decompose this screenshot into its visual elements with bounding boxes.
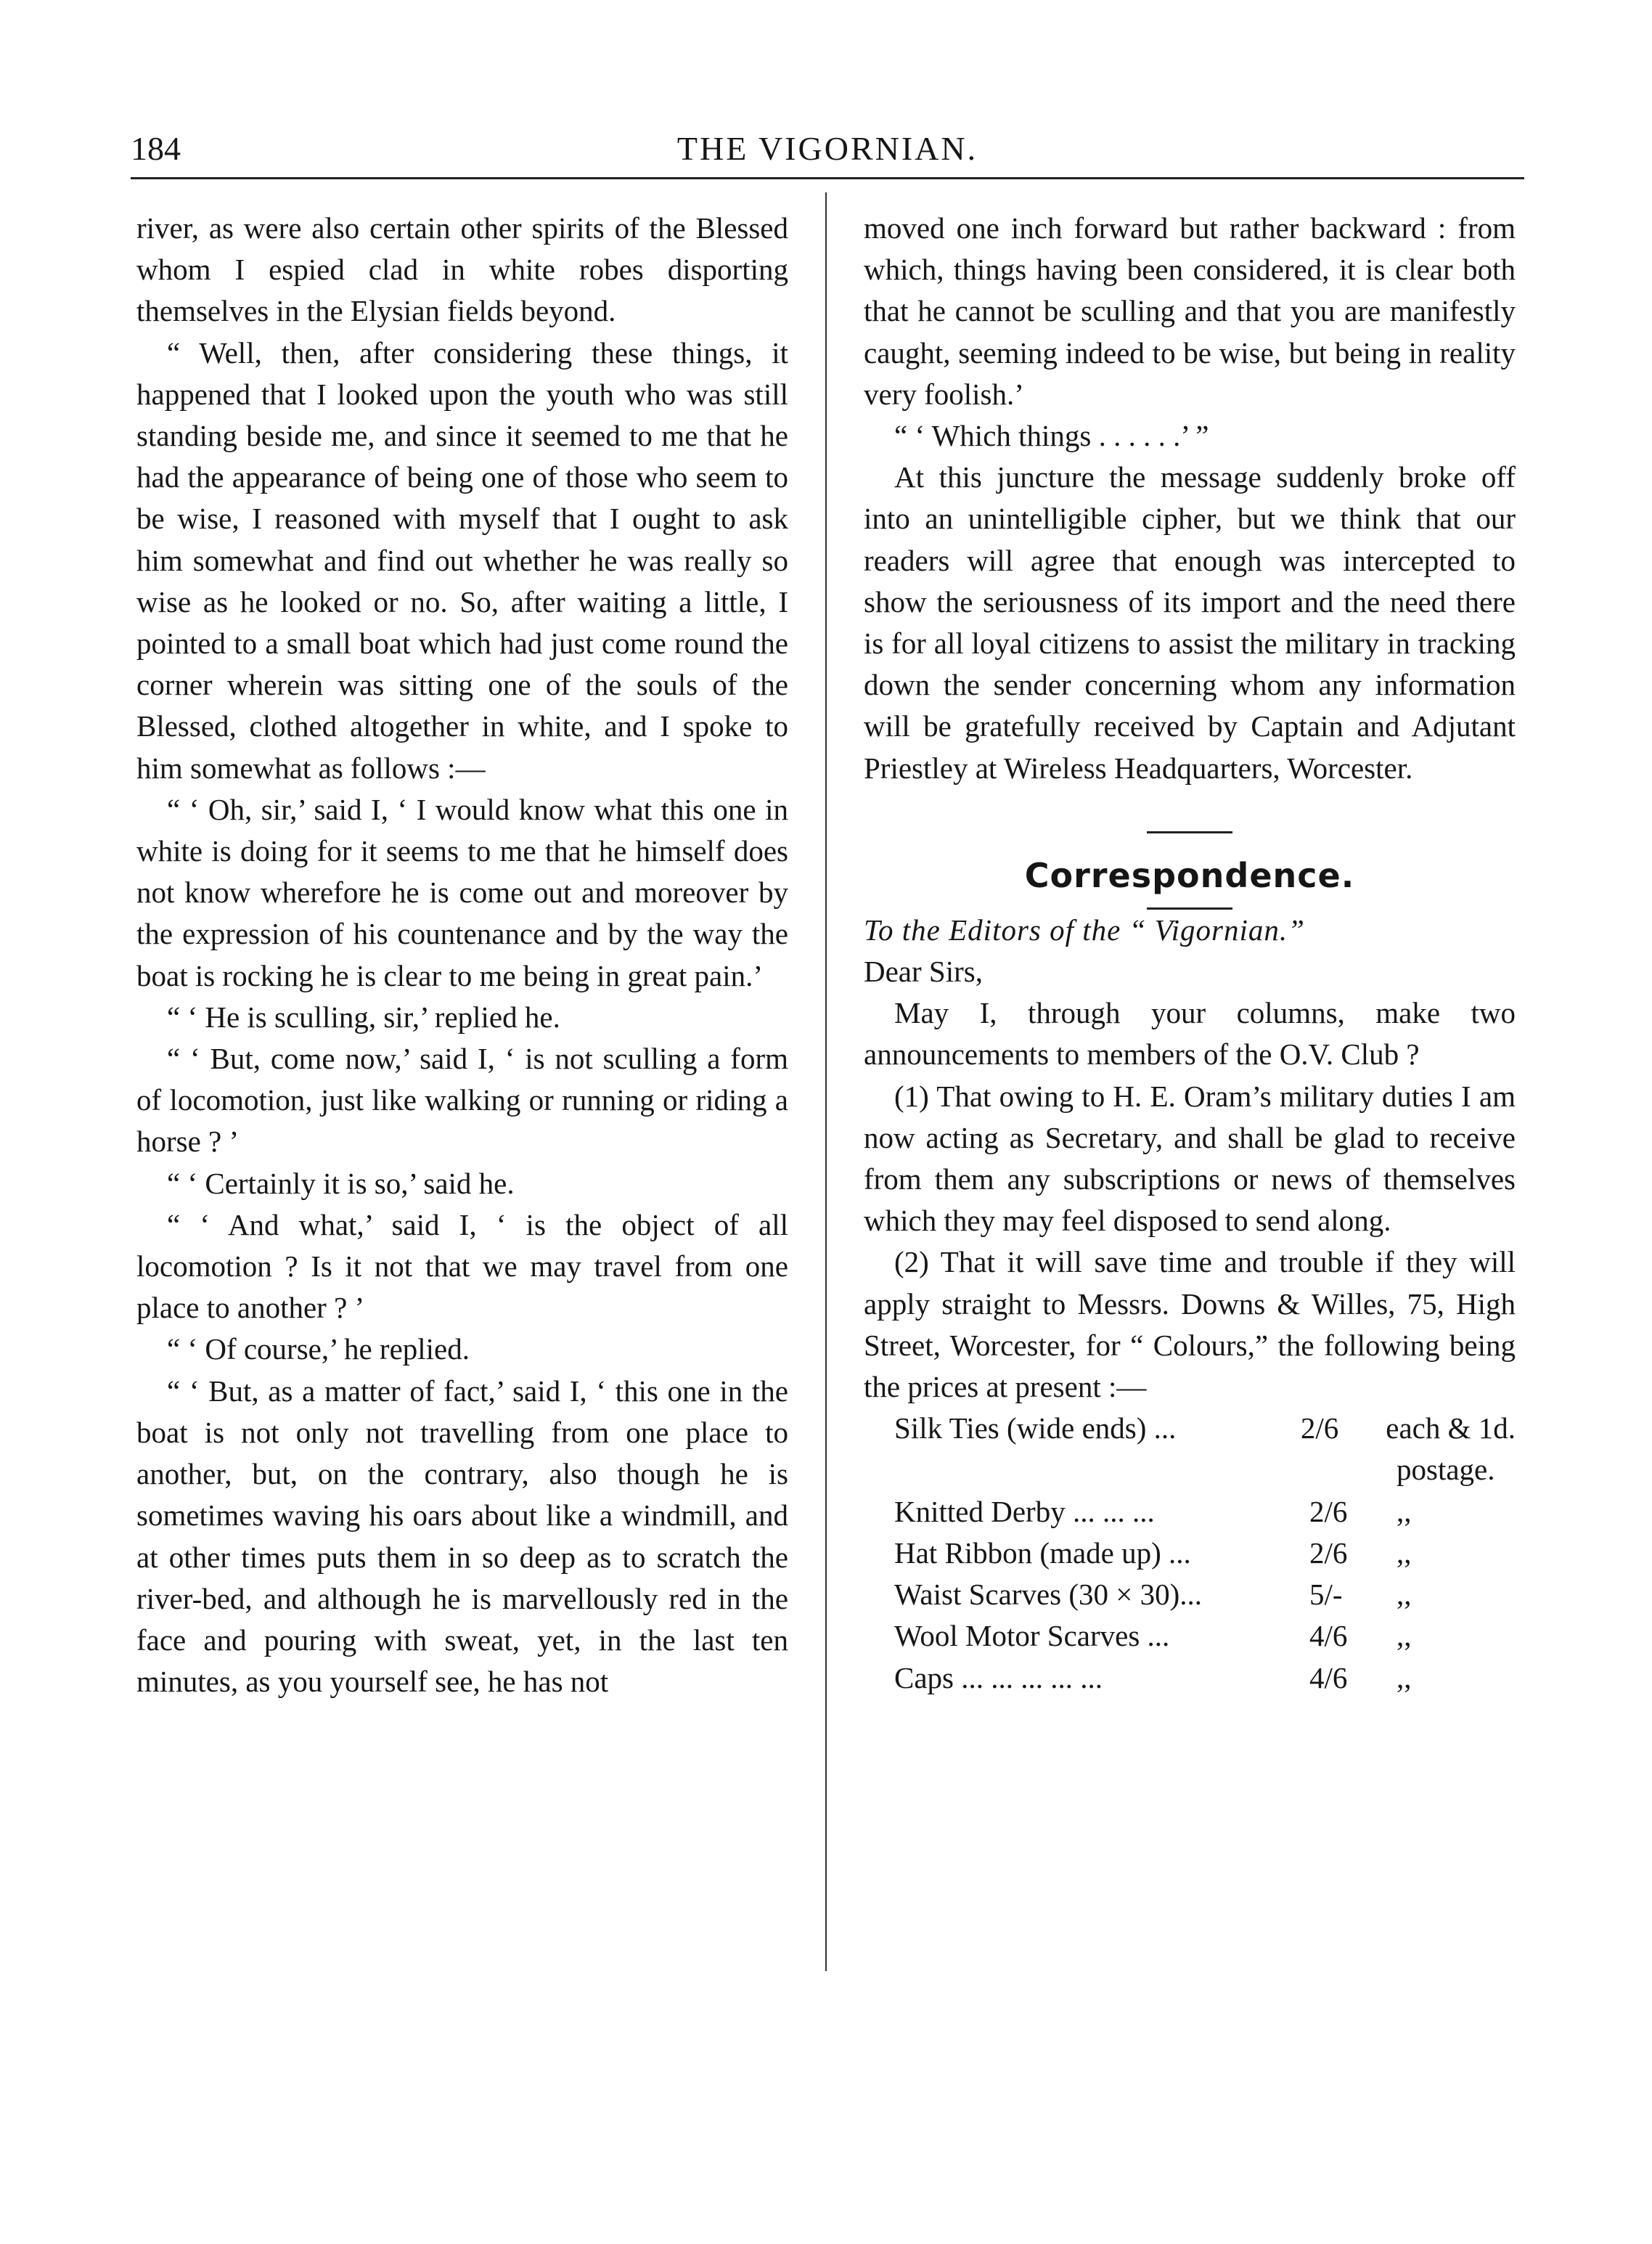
paragraph: moved one inch forward but rather backward : from which, things having been considered, it is clear both that he cannot be sculling and that you are manifestly caught, seeming indeed to be wise, but being in reality very foolish.’ bbox=[864, 211, 1516, 411]
price-item: Silk Ties (wide ends) ... bbox=[894, 1411, 1177, 1445]
letter-paragraph: (1) That owing to H. E. Oram’s military duties I am now acting as Secretary, and shall be glad to receive from them any subscriptions or news of themselves which they may feel disposed to send along. bbox=[864, 1079, 1516, 1238]
paragraph: “ ‘ Oh, sir,’ said I, ‘ I would know what this one in white is doing for it seems to me that he himself does not know wherefore he is come out and moreover by the expression of his countenance and by the way the boat is rocking he is clear to me being in great pain.’ bbox=[136, 792, 788, 992]
correspondence-heading: Correspondence. bbox=[1024, 855, 1355, 895]
price-item: Waist Scarves (30 × 30)... bbox=[894, 1578, 1203, 1612]
price-item: Knitted Derby ... ... ... bbox=[894, 1494, 1155, 1528]
price-item: Wool Motor Scarves ... bbox=[894, 1619, 1170, 1653]
paragraph: “ ‘ Of course,’ he replied. bbox=[167, 1332, 470, 1366]
price-note: postage. bbox=[1397, 1453, 1495, 1487]
price-value: 2/6 bbox=[1309, 1535, 1348, 1570]
price-row bbox=[894, 1533, 1516, 1574]
price-value: 2/6 bbox=[1300, 1411, 1339, 1445]
paragraph: “ ‘ And what,’ said I, ‘ is the object of all locomotion ? Is it not that we may travel from one place to another ? ’ bbox=[136, 1207, 788, 1325]
paragraph: “ ‘ Certainly it is so,’ said he. bbox=[167, 1166, 515, 1200]
price-note: ,, bbox=[1397, 1619, 1412, 1653]
price-row bbox=[894, 1615, 1516, 1657]
letter-paragraph: (2) That it will save time and trouble if they will apply straight to Messrs. Downs & Willes, 75, High Street, Worcester, for “ Colours,” the following being the prices at present :— bbox=[864, 1245, 1516, 1404]
running-title: THE VIGORNIAN. bbox=[676, 130, 978, 167]
price-list bbox=[894, 1408, 1516, 1698]
price-item bbox=[894, 1449, 1309, 1490]
price-row bbox=[894, 1491, 1516, 1533]
left-column bbox=[136, 208, 788, 1702]
price-note: ,, bbox=[1397, 1494, 1412, 1528]
price-value: 4/6 bbox=[1309, 1619, 1348, 1653]
page-number: 184 bbox=[131, 130, 181, 167]
price-note: ,, bbox=[1397, 1578, 1412, 1612]
price-value: 2/6 bbox=[1309, 1494, 1348, 1528]
paragraph: river, as were also certain other spirits of the Blessed whom I espied clad in white robes disporting themselves in the Elysian fields beyond. bbox=[136, 211, 788, 328]
price-note: ,, bbox=[1397, 1660, 1412, 1694]
page-header bbox=[131, 129, 1524, 180]
price-item: Caps ... ... ... ... ... bbox=[894, 1660, 1103, 1694]
paragraph: “ ‘ Which things . . . . . .’ ” bbox=[894, 419, 1209, 453]
header-rule bbox=[131, 177, 1524, 179]
price-value: 5/- bbox=[1309, 1578, 1343, 1612]
letter-salutation: Dear Sirs, bbox=[864, 955, 983, 989]
price-value bbox=[1309, 1449, 1397, 1490]
letter-paragraph: May I, through your columns, make two announcements to members of the O.V. Club ? bbox=[864, 996, 1516, 1072]
paragraph: “ Well, then, after considering these things, it happened that I looked upon the youth who was still standing beside me, and since it seemed to me that he had the appearance of being one of those who seem to be wise, I reasoned with myself that I ought to ask him somewhat and find out whether he was really so wise as he looked or no. So, after waiting a little, I pointed to a small boat which had just come round the corner wherein was sitting one of the souls of the Blessed, clothed altogether in white, and I spoke to him somewhat as follows :— bbox=[136, 335, 788, 785]
price-row bbox=[894, 1657, 1516, 1699]
right-column bbox=[864, 208, 1516, 1699]
price-note: each & 1d. bbox=[1386, 1411, 1516, 1445]
price-row bbox=[894, 1449, 1516, 1490]
price-row bbox=[894, 1408, 1516, 1449]
letter-addressee: To the Editors of the “ Vigornian.” bbox=[864, 913, 1305, 947]
column-divider bbox=[825, 192, 827, 1971]
paragraph: “ ‘ He is sculling, sir,’ replied he. bbox=[167, 1000, 560, 1034]
paragraph: “ ‘ But, as a matter of fact,’ said I, ‘ this one in the boat is not only not travelling from one place to another, but, on the contrary, also though he is sometimes waving his oars about like a windmill, and at other times puts them in so deep as to scratch the river-bed, and although he is marvellously red in the face and pouring with sweat, yet, in the last ten minutes, as you yourself see, he has not bbox=[136, 1374, 788, 1699]
price-value: 4/6 bbox=[1309, 1660, 1348, 1694]
paragraph: At this juncture the message suddenly broke off into an unintelligible cipher, but we think that our readers will agree that enough was intercepted to show the seriousness of its import and the need there is for all loyal citizens to assist the military in tracking down the sender concerning whom any information will be gratefully received by Captain and Adjutant Priestley at Wireless Headquarters, Worcester. bbox=[864, 460, 1516, 785]
price-note: ,, bbox=[1397, 1535, 1412, 1570]
paragraph: “ ‘ But, come now,’ said I, ‘ is not sculling a form of locomotion, just like walking or running or riding a horse ? ’ bbox=[136, 1042, 788, 1159]
price-item: Hat Ribbon (made up) ... bbox=[894, 1535, 1191, 1570]
price-row bbox=[894, 1574, 1516, 1615]
section-divider bbox=[1147, 831, 1232, 833]
